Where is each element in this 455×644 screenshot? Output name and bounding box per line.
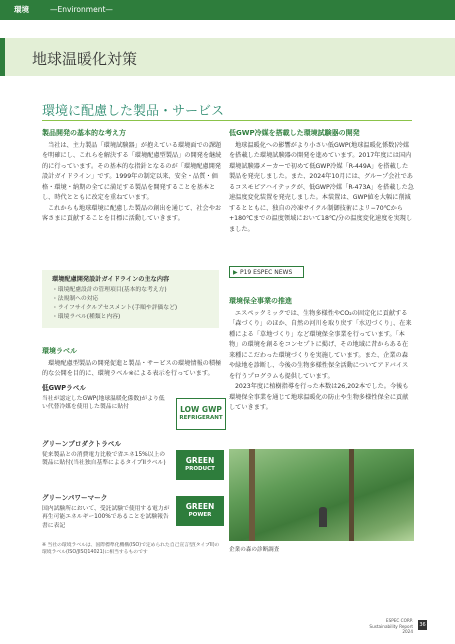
espec-news-label: P19 ESPEC NEWS	[240, 269, 293, 276]
category-label: 環境	[14, 5, 29, 14]
category-header-bar	[0, 0, 455, 20]
page-title: 地球温暖化対策	[32, 50, 138, 68]
guideline-box	[42, 270, 219, 328]
category-label-en: —Environment—	[50, 5, 113, 14]
conservation-paragraph-2: 2023年度に植樹指導を行った本数は26,202本でした。今後も環境保全事業を通じて地球温暖化の防止や生物多様性保全に貢献していきます。	[229, 383, 409, 411]
green-product-label-desc: 従来製品との消費電力比較で省エネ15%以上の製品に貼付(当社独自基準によるタイプIIラベル)	[42, 451, 166, 466]
section-divider	[42, 120, 412, 121]
green-power-label-title: グリーンパワーマーク	[42, 494, 108, 502]
low-gwp-label-title: 低GWPラベル	[42, 384, 86, 392]
green-power-label-desc: 国内試験所において、受託試験で使用する電力が再生可能エネルギー100%であることを試験報告書に表記	[42, 505, 170, 529]
guideline-list	[52, 286, 177, 322]
arrow-right-icon: ▶	[233, 269, 238, 276]
tree-trunk-shape	[249, 449, 255, 541]
espec-news-link[interactable]	[229, 266, 304, 278]
badge-text-top: LOW GWP	[180, 405, 222, 414]
dev-policy-paragraph-1: 当社は、主力製品「環境試験器」が抱えている環境面での課題を明確にし、これらを解決する「環境配慮型製品」の開発を継続的に行っています。その基本的な指針となるのが「環境配慮開発設計ガイドライン」です。1999年の制定以来、安全・品質・価格・環境・納期の全てに満足する製品を開発することを基本とし、時代とともに改定を重ねています。	[42, 141, 222, 201]
eco-label-heading: 環境ラベル	[42, 347, 77, 355]
eco-label-paragraph: 環境配慮型製品の開発促進と製品・サービスの環境情報の積極的な公開を目的に、環境ラベル※による表示を行っています。	[42, 359, 222, 377]
badge-text-bottom: POWER	[188, 512, 212, 518]
low-gwp-dev-block	[229, 128, 414, 235]
low-gwp-dev-paragraph: 地球温暖化への影響がより小さい低GWP(地球温暖化係数)冷媒を搭載した環境試験器の開発を進めています。2017年度には国内環境試験器メーカーで初めて低GWP冷媒「R-449A」を搭載した製品を発売しました。また、2024年10月には、グループ会社であるコスモピアハイテックが、低GWP冷媒「R-473A」を搭載した急速温度変化装置を発売しました。本装置は、GWP値を大幅に削減するとともに、独自の冷凍サイクル制御技術によリ−70℃から+180℃までの温度領域において18℃/分の温度変化速度を実現しました。	[229, 141, 414, 233]
tree-trunk-shape	[349, 449, 354, 541]
guideline-item: ・法規制への対応	[52, 296, 99, 302]
low-gwp-label-block	[42, 384, 170, 412]
badge-text-top: GREEN	[185, 456, 215, 465]
report-footer	[369, 618, 413, 635]
green-product-badge-icon	[176, 450, 224, 480]
dev-policy-heading: 製品開発の基本的な考え方	[42, 129, 126, 137]
green-product-label-title: グリーンプロダクトラベル	[42, 440, 121, 448]
eco-label-intro	[42, 346, 222, 380]
eco-label-footnote: ※ 当社の環境ラベルは、国際標準化機構(ISO)で定められた自己宣言型(タイプII)の環境ラベル(ISO/JISQ14021)に相当するものです	[42, 543, 220, 555]
badge-text-bottom: REFRIGERANT	[179, 415, 223, 421]
badge-text-bottom: PRODUCT	[185, 466, 215, 472]
guideline-item: ・環境配慮設計の管理項目(基本的な考え方)	[52, 287, 167, 293]
guideline-box-title: 環境配慮開発設計ガイドラインの主な内容	[52, 276, 170, 283]
low-gwp-badge-icon	[176, 398, 226, 430]
conservation-heading: 環境保全事業の推進	[229, 297, 292, 305]
section-title: 環境に配慮した製品・サービス	[42, 104, 225, 119]
title-accent-bar	[0, 38, 5, 76]
footer-year: 2024	[402, 629, 413, 634]
green-power-badge-icon	[176, 496, 224, 526]
dev-policy-paragraph-2: これからも地球環境に配慮した製品の創出を通じて、社会やお客さまに貢献することを目標に活動していきます。	[42, 204, 222, 222]
guideline-item: ・環境ラベル(種類と内容)	[52, 314, 121, 320]
page-title-band	[0, 38, 455, 76]
footer-report-name: Sustainability Report	[369, 623, 413, 629]
footer-company: ESPEC CORP.	[385, 618, 413, 623]
conservation-block	[229, 296, 414, 414]
conservation-paragraph-1: エスペックミックでは、生物多様性やCO₂の固定化に貢献する「森づくり」のほか、自然の河川を取り戻す「水辺づくり」、在来種による「草地づくり」など環境保全事業を行っています。「本物」の環境を創るをコンセプトに掲げ、その地域に昔からある在来種にこだわった環境づくりを実施しています。また、企業の森や緑地を診断し、今後の生物多様性保全活動についてアドバイスを行うプログラムも提供しています。	[229, 309, 412, 380]
surveyor-figure	[319, 507, 327, 527]
dev-policy-block	[42, 128, 222, 225]
badge-text-top: GREEN	[185, 502, 215, 511]
photo-caption: 企業の森の診断調査	[229, 547, 280, 553]
low-gwp-label-desc: 当社が認定したGWP(地球温暖化係数)がより低い代替冷媒を使用した製品に貼付	[42, 395, 165, 410]
green-power-label-block	[42, 494, 170, 530]
low-gwp-dev-heading: 低GWP冷媒を搭載した環境試験器の開発	[229, 129, 360, 137]
forest-survey-photo	[229, 449, 414, 541]
green-product-label-block	[42, 440, 170, 468]
guideline-item: ・ライフサイクルアセスメント(手順や評価など)	[52, 305, 178, 311]
page-number: 36	[419, 622, 426, 628]
